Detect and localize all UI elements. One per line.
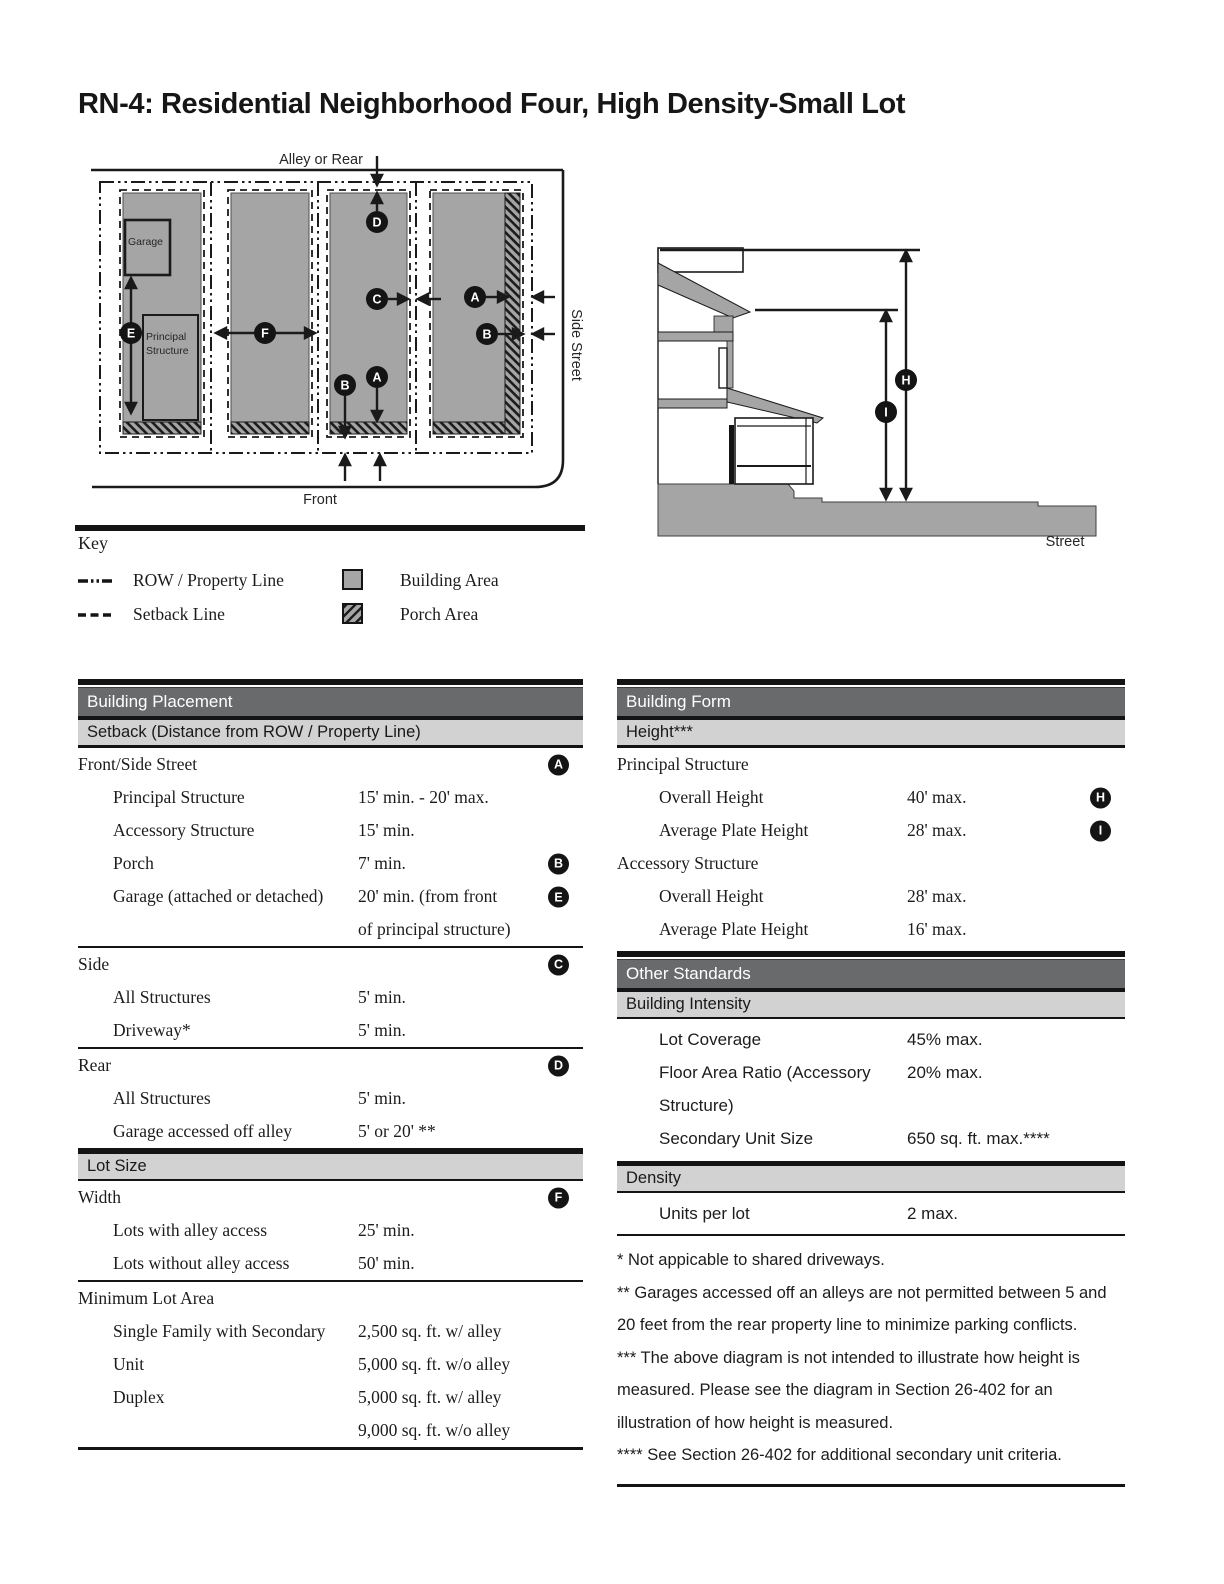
badge-h-icon: H <box>901 373 911 388</box>
rule <box>617 1191 1125 1193</box>
badge-e: E <box>548 887 569 908</box>
legend-key <box>75 525 585 640</box>
badge-b: B <box>548 853 569 874</box>
site-plan-diagram <box>75 148 595 514</box>
rule <box>78 1447 583 1450</box>
alley-or-rear-label: Alley or Rear <box>279 152 363 168</box>
group-row-principal-structure: Principal Structure <box>617 754 749 774</box>
other-standards-table <box>617 951 1125 1236</box>
table-row: Unit 5,000 sq. ft. w/o alley <box>113 1354 511 1374</box>
table-row: Lots without alley access 50' min. <box>113 1253 415 1273</box>
table-row: Lots with alley access 25' min. <box>113 1220 415 1240</box>
table-row: Average Plate Height 16' max. <box>659 919 967 939</box>
ground-profile <box>658 484 1096 536</box>
subheader-density: Density <box>617 1166 1125 1191</box>
garage-label: Garage <box>128 236 164 248</box>
key-label-building-area: Building Area <box>400 570 499 590</box>
group-row-side: Side C <box>78 948 583 981</box>
key-label-row-property-line: ROW / Property Line <box>133 570 284 590</box>
footnote: ** Garages accessed off an alleys are not permitted between 5 and 20 feet from the rear property line to minimize parking conflicts. <box>617 1283 1107 1334</box>
table-row: Overall Height 40' max. H <box>617 781 1125 814</box>
subheader-height: Height*** <box>617 720 1125 745</box>
badge-f: F <box>548 1187 569 1208</box>
group-row-minimum-lot-area: Minimum Lot Area <box>78 1288 215 1308</box>
table-row: Overall Height 28' max. <box>659 886 967 906</box>
badge-c: C <box>548 954 569 975</box>
building-area-swatch-icon <box>342 569 363 590</box>
row-property-line-icon <box>78 577 114 585</box>
group-row-rear: Rear D <box>78 1049 583 1082</box>
key-label-setback-line: Setback Line <box>133 604 225 624</box>
table-row: Secondary Unit Size 650 sq. ft. max.**** <box>659 1129 1050 1148</box>
footnote: **** See Section 26-402 for additional secondary unit criteria. <box>617 1446 1062 1464</box>
subheader-setback: Setback (Distance from ROW / Property Line) <box>78 720 583 745</box>
rule <box>617 1017 1125 1019</box>
building-placement-table <box>78 679 583 1450</box>
table-row: Single Family with Secondary 2,500 sq. ft. w/ alley <box>113 1321 502 1341</box>
porch-area-swatch-icon <box>342 603 363 624</box>
section-badges <box>875 369 917 423</box>
footnotes <box>617 1236 1125 1472</box>
footnote: *** The above diagram is not intended to illustrate how height is measured. Please see the diagram in Section 26-402 for an illustration of how height is measured. <box>617 1348 1080 1432</box>
principal-structure-label-1: Principal <box>146 331 187 343</box>
table-row: Average Plate Height 28' max. I <box>617 814 1125 847</box>
key-top-rule <box>75 525 585 531</box>
badge-f-icon: F <box>261 326 269 341</box>
table-row: Lot Coverage 45% max. <box>659 1030 983 1049</box>
table-row: 9,000 sq. ft. w/o alley <box>358 1420 511 1440</box>
header-building-placement: Building Placement <box>78 687 583 716</box>
building-section-diagram <box>640 232 1110 562</box>
table-row: Floor Area Ratio (Accessory Structure) 20% max. <box>659 1063 983 1115</box>
setback-line-icon <box>78 611 114 619</box>
badge-i-icon: I <box>884 405 888 420</box>
table-row: Driveway* 5' min. <box>113 1020 406 1040</box>
principal-structure-label-2: Structure <box>146 345 189 357</box>
badge-b-icon: B <box>482 327 492 342</box>
table-row: Porch 7' min. B <box>78 847 583 880</box>
badge-c-icon: C <box>372 292 382 307</box>
table-row: Garage accessed off alley 5' or 20' ** <box>113 1121 436 1141</box>
badge-i: I <box>1090 820 1111 841</box>
subheader-building-intensity: Building Intensity <box>617 992 1125 1017</box>
badge-a-icon: A <box>470 290 480 305</box>
badge-h: H <box>1090 787 1111 808</box>
header-building-form: Building Form <box>617 687 1125 716</box>
badge-d: D <box>548 1055 569 1076</box>
badge-e-icon: E <box>126 326 136 341</box>
house-section <box>658 248 823 484</box>
header-other-standards: Other Standards <box>617 959 1125 988</box>
badge-a-icon: A <box>372 370 382 385</box>
table-row: Principal Structure 15' min. - 20' max. <box>113 787 489 807</box>
table-row: Units per lot 2 max. <box>659 1204 959 1223</box>
badge-a: A <box>548 754 569 775</box>
footnote: * Not appicable to shared driveways. <box>617 1251 885 1269</box>
group-row-accessory-structure: Accessory Structure <box>617 853 759 873</box>
badge-d-icon: D <box>372 215 382 230</box>
page-title: RN-4: Residential Neighborhood Four, High Density-Small Lot <box>78 88 906 120</box>
table-row: Accessory Structure 15' min. <box>113 820 415 840</box>
group-row-front-side-street: Front/Side Street A <box>78 748 583 781</box>
building-form-table <box>617 679 1125 1487</box>
table-row: All Structures 5' min. <box>113 987 406 1007</box>
table-row: Duplex 5,000 sq. ft. w/ alley <box>113 1387 502 1407</box>
badge-b-icon: B <box>340 378 350 393</box>
front-label: Front <box>303 492 337 508</box>
rule <box>617 1484 1125 1487</box>
table-row: All Structures 5' min. <box>113 1088 406 1108</box>
key-label-porch-area: Porch Area <box>400 604 479 624</box>
group-row-width: Width F <box>78 1181 583 1214</box>
subheader-lot-size: Lot Size <box>78 1154 583 1179</box>
table-row: Garage (attached or detached) 20' min. (from front of principal structure) E <box>78 880 583 946</box>
street-label: Street <box>1045 534 1085 550</box>
side-street-label: Side Street <box>568 309 584 381</box>
key-title: Key <box>78 533 108 553</box>
